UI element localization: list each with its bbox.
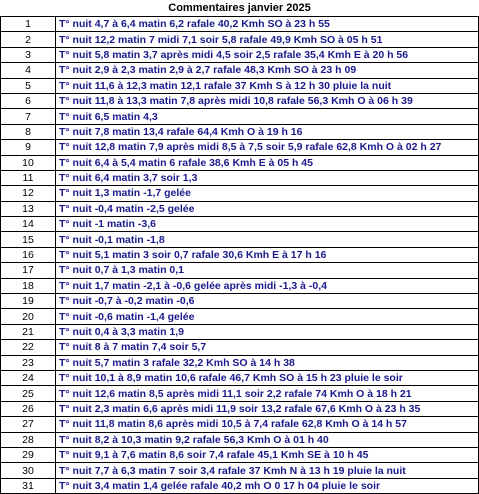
table-row (1, 124, 479, 139)
comment-cell[interactable]: T° nuit -0,4 matin -2,5 gelée (56, 201, 479, 216)
day-cell[interactable]: 8 (1, 124, 56, 139)
day-cell[interactable]: 12 (1, 186, 56, 201)
comment-cell[interactable]: T° nuit -1 matin -3,6 (56, 217, 479, 232)
day-cell[interactable]: 10 (1, 155, 56, 170)
comment-cell[interactable]: T° nuit -0,6 matin -1,4 gelée (56, 309, 479, 324)
table-row (1, 17, 479, 32)
comment-cell[interactable]: T° nuit 6,4 matin 3,7 soir 1,3 (56, 170, 479, 185)
comment-cell[interactable]: T° nuit 11,8 matin 8,6 après midi 10,5 à 7,4 rafale 62,8 Kmh O à 14 h 57 (56, 417, 479, 432)
table-row (1, 278, 479, 293)
day-cell[interactable]: 3 (1, 47, 56, 62)
day-cell[interactable]: 13 (1, 201, 56, 216)
comment-cell[interactable]: T° nuit 10,1 à 8,9 matin 10,6 rafale 46,7 Kmh SO à 15 h 23 pluie le soir (56, 370, 479, 385)
table-row (1, 340, 479, 355)
comment-cell[interactable]: T° nuit 7,8 matin 13,4 rafale 64,4 Kmh O à 19 h 16 (56, 124, 479, 139)
comment-cell[interactable]: T° nuit 8 à 7 matin 7,4 soir 5,7 (56, 340, 479, 355)
table-row (1, 401, 479, 416)
table-row (1, 417, 479, 432)
table-row (1, 386, 479, 401)
table-row (1, 355, 479, 370)
day-cell[interactable]: 18 (1, 278, 56, 293)
comments-table (0, 16, 479, 494)
comment-cell[interactable]: T° nuit 6,5 matin 4,3 (56, 109, 479, 124)
table-row (1, 432, 479, 447)
comment-cell[interactable]: T° nuit 5,8 matin 3,7 après midi 4,5 soir 2,5 rafale 35,4 Kmh E à 20 h 56 (56, 47, 479, 62)
table-row (1, 109, 479, 124)
table-row (1, 63, 479, 78)
day-cell[interactable]: 24 (1, 370, 56, 385)
day-cell[interactable]: 23 (1, 355, 56, 370)
table-row (1, 32, 479, 47)
table-row (1, 370, 479, 385)
table-row (1, 186, 479, 201)
comment-cell[interactable]: T° nuit 12,6 matin 8,5 après midi 11,1 soir 2,2 rafale 74 Kmh O à 18 h 21 (56, 386, 479, 401)
day-cell[interactable]: 28 (1, 432, 56, 447)
comment-cell[interactable]: T° nuit 7,7 à 6,3 matin 7 soir 3,4 rafale 37 Kmh N à 13 h 19 pluie la nuit (56, 463, 479, 478)
comment-cell[interactable]: T° nuit 1,3 matin -1,7 gelée (56, 186, 479, 201)
comments-table-body (1, 17, 479, 494)
table-row (1, 309, 479, 324)
day-cell[interactable]: 25 (1, 386, 56, 401)
day-cell[interactable]: 19 (1, 294, 56, 309)
comment-cell[interactable]: T° nuit 6,4 à 5,4 matin 6 rafale 38,6 Kmh E à 05 h 45 (56, 155, 479, 170)
table-row (1, 263, 479, 278)
comment-cell[interactable]: T° nuit 5,1 matin 3 soir 0,7 rafale 30,6 Kmh E à 17 h 16 (56, 247, 479, 262)
comment-cell[interactable]: T° nuit -0,7 à -0,2 matin -0,6 (56, 294, 479, 309)
day-cell[interactable]: 1 (1, 17, 56, 32)
day-cell[interactable]: 20 (1, 309, 56, 324)
comment-cell[interactable]: T° nuit 3,4 matin 1,4 gelée rafale 40,2 mh O 0 17 h 04 pluie le soir (56, 478, 479, 493)
table-row (1, 324, 479, 339)
comment-cell[interactable]: T° nuit 2,3 matin 6,6 après midi 11,9 soir 13,2 rafale 67,6 Kmh O à 23 h 35 (56, 401, 479, 416)
table-row (1, 201, 479, 216)
table-row (1, 232, 479, 247)
table-row (1, 170, 479, 185)
day-cell[interactable]: 29 (1, 447, 56, 462)
table-row (1, 463, 479, 478)
day-cell[interactable]: 31 (1, 478, 56, 493)
comment-cell[interactable]: T° nuit 2,9 à 2,3 matin 2,9 à 2,7 rafale 48,3 Kmh SO à 23 h 09 (56, 63, 479, 78)
day-cell[interactable]: 9 (1, 140, 56, 155)
day-cell[interactable]: 27 (1, 417, 56, 432)
comment-cell[interactable]: T° nuit 0,7 à 1,3 matin 0,1 (56, 263, 479, 278)
day-cell[interactable]: 2 (1, 32, 56, 47)
comment-cell[interactable]: T° nuit 5,7 matin 3 rafale 32,2 Kmh SO à 14 h 38 (56, 355, 479, 370)
day-cell[interactable]: 15 (1, 232, 56, 247)
table-row (1, 93, 479, 108)
comment-cell[interactable]: T° nuit 12,8 matin 7,9 après midi 8,5 à 7,5 soir 5,9 rafale 62,8 Kmh O à 02 h 27 (56, 140, 479, 155)
comment-cell[interactable]: T° nuit 11,8 à 13,3 matin 7,8 après midi 10,8 rafale 56,3 Kmh O à 06 h 39 (56, 93, 479, 108)
day-cell[interactable]: 6 (1, 93, 56, 108)
day-cell[interactable]: 17 (1, 263, 56, 278)
comment-cell[interactable]: T° nuit 1,7 matin -2,1 à -0,6 gelée après midi -1,3 à -0,4 (56, 278, 479, 293)
comment-cell[interactable]: T° nuit -0,1 matin -1,8 (56, 232, 479, 247)
day-cell[interactable]: 26 (1, 401, 56, 416)
table-row (1, 47, 479, 62)
table-row (1, 447, 479, 462)
table-row (1, 140, 479, 155)
comment-cell[interactable]: T° nuit 4,7 à 6,4 matin 6,2 rafale 40,2 Kmh SO à 23 h 55 (56, 17, 479, 32)
table-row (1, 247, 479, 262)
day-cell[interactable]: 14 (1, 217, 56, 232)
day-cell[interactable]: 4 (1, 63, 56, 78)
day-cell[interactable]: 21 (1, 324, 56, 339)
table-row (1, 217, 479, 232)
table-row (1, 478, 479, 493)
day-cell[interactable]: 30 (1, 463, 56, 478)
day-cell[interactable]: 22 (1, 340, 56, 355)
sheet-title[interactable]: Commentaires janvier 2025 (168, 2, 311, 14)
comment-cell[interactable]: T° nuit 8,2 à 10,3 matin 9,2 rafale 56,3 Kmh O à 01 h 40 (56, 432, 479, 447)
comment-cell[interactable]: T° nuit 0,4 à 3,3 matin 1,9 (56, 324, 479, 339)
day-cell[interactable]: 16 (1, 247, 56, 262)
comment-cell[interactable]: T° nuit 12,2 matin 7 midi 7,1 soir 5,8 rafale 49,9 Kmh SO à 05 h 51 (56, 32, 479, 47)
comment-cell[interactable]: T° nuit 9,1 à 7,6 matin 8,6 soir 7,4 rafale 45,1 Kmh SE à 10 h 45 (56, 447, 479, 462)
day-cell[interactable]: 5 (1, 78, 56, 93)
table-row (1, 294, 479, 309)
day-cell[interactable]: 11 (1, 170, 56, 185)
comment-cell[interactable]: T° nuit 11,6 à 12,3 matin 12,1 rafale 37 Kmh S à 12 h 30 pluie la nuit (56, 78, 479, 93)
day-cell[interactable]: 7 (1, 109, 56, 124)
table-row (1, 78, 479, 93)
table-row (1, 155, 479, 170)
